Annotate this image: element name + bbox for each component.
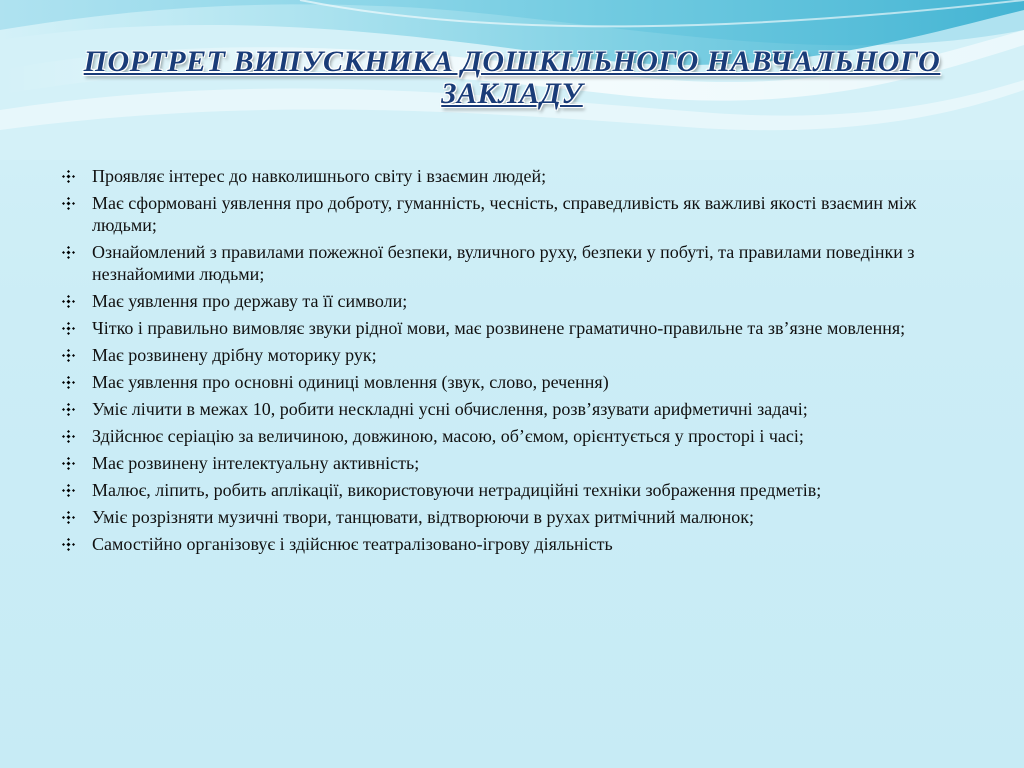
diamond-dots-icon (62, 457, 75, 470)
list-item (62, 425, 962, 447)
diamond-dots-icon (62, 538, 75, 551)
diamond-dots-icon (62, 511, 75, 524)
list-item (62, 533, 962, 555)
list-item (62, 371, 962, 393)
list-item (62, 165, 962, 187)
item-text: Має уявлення про державу та її символи; (92, 291, 408, 311)
diamond-dots-icon (62, 376, 75, 389)
item-text: Має розвинену інтелектуальну активність; (92, 453, 420, 473)
item-text: Самостійно організовує і здійснює театралізовано-ігрову діяльність (92, 534, 613, 554)
item-text: Має уявлення про основні одиниці мовлення (звук, слово, речення) (92, 372, 609, 392)
item-text: Має розвинену дрібну моторику рук; (92, 345, 377, 365)
diamond-dots-icon (62, 170, 75, 183)
list-item (62, 506, 962, 528)
diamond-dots-icon (62, 246, 75, 259)
list-item (62, 241, 962, 285)
item-text: Ознайомлений з правилами пожежної безпеки, вуличного руху, безпеки у побуті, та правилами поведінки з незнайомими людьми; (92, 242, 915, 284)
list-item (62, 398, 962, 420)
diamond-dots-icon (62, 430, 75, 443)
diamond-dots-icon (62, 349, 75, 362)
list-item (62, 344, 962, 366)
list-item (62, 192, 962, 236)
title-line-2: ЗАКЛАДУ (441, 77, 583, 110)
list-item (62, 290, 962, 312)
bullet-list (62, 165, 962, 560)
item-text: Має сформовані уявлення про доброту, гуманність, чесність, справедливість як важливі якості взаємин між людьми; (92, 193, 917, 235)
item-text: Проявляє інтерес до навколишнього світу і взаємин людей; (92, 166, 547, 186)
page-title (40, 46, 984, 110)
item-text: Малює, ліпить, робить аплікації, використовуючи нетрадиційні техніки зображення предметів; (92, 480, 822, 500)
diamond-dots-icon (62, 403, 75, 416)
item-text: Уміє лічити в межах 10, робити нескладні усні обчислення, розв’язувати арифметичні задачі; (92, 399, 808, 419)
list-item (62, 479, 962, 501)
diamond-dots-icon (62, 295, 75, 308)
diamond-dots-icon (62, 197, 75, 210)
item-text: Уміє розрізняти музичні твори, танцювати, відтворюючи в рухах ритмічний малюнок; (92, 507, 755, 527)
list-item (62, 317, 962, 339)
diamond-dots-icon (62, 322, 75, 335)
title-line-1: ПОРТРЕТ ВИПУСКНИКА ДОШКІЛЬНОГО НАВЧАЛЬНОГО (83, 45, 941, 78)
item-text: Чітко і правильно вимовляє звуки рідної мови, має розвинене граматично-правильне та зв’язне мовлення; (92, 318, 906, 338)
item-text: Здійснює серіацію за величиною, довжиною, масою, об’ємом, орієнтується у просторі і часі; (92, 426, 804, 446)
list-item (62, 452, 962, 474)
diamond-dots-icon (62, 484, 75, 497)
